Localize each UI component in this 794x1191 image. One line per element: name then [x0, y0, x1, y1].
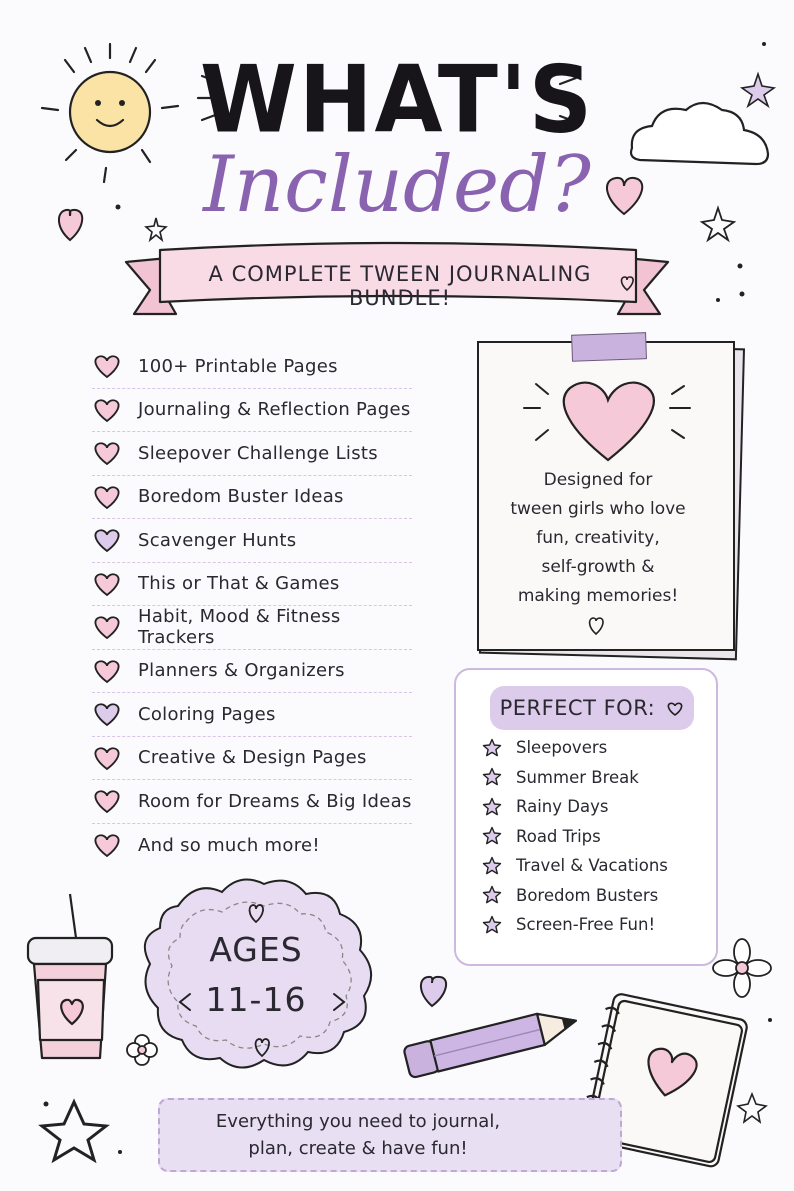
perfect-for-item [482, 910, 712, 940]
star-icon [482, 856, 502, 876]
list-item-label: Creative & Design Pages [138, 747, 367, 769]
star-icon [482, 885, 502, 905]
included-list [92, 345, 412, 867]
star-icon [482, 738, 502, 758]
perfect-for-item-label: Rainy Days [516, 797, 609, 817]
star-icon [42, 1102, 106, 1160]
list-item-label: Scavenger Hunts [138, 529, 297, 551]
list-item [92, 780, 412, 824]
heart-icon [92, 745, 122, 771]
perfect-for-item [482, 733, 712, 763]
note-text [498, 466, 698, 611]
heart-icon [92, 397, 122, 423]
perfect-for-item-label: Screen-Free Fun! [516, 915, 656, 935]
list-item [92, 563, 412, 607]
flower-icon [127, 1035, 157, 1065]
pencil-icon [403, 1005, 580, 1078]
list-item-label: Boredom Buster Ideas [138, 486, 344, 508]
list-item [92, 345, 412, 389]
list-item [92, 737, 412, 781]
perfect-for-list [482, 733, 712, 940]
perfect-for-item-label: Boredom Busters [516, 885, 659, 905]
perfect-for-item [482, 763, 712, 793]
ages-range: 11-16 [205, 980, 307, 1019]
perfect-for-item-label: Travel & Vacations [516, 856, 668, 876]
perfect-for-item-label: Sleepovers [516, 738, 608, 758]
heart-icon [666, 701, 684, 717]
perfect-for-item [482, 851, 712, 881]
star-icon [482, 797, 502, 817]
list-item [92, 693, 412, 737]
list-item-label: Habit, Mood & Fitness Trackers [138, 606, 341, 649]
list-item [92, 519, 412, 563]
note-line: Designed for [543, 470, 653, 490]
note-line: making memories! [517, 586, 679, 606]
list-item [92, 432, 412, 476]
perfect-for-item [482, 792, 712, 822]
list-item-label: Coloring Pages [138, 703, 276, 725]
note-line: self-growth & [541, 557, 655, 577]
list-item [92, 606, 412, 650]
heart-icon [92, 440, 122, 466]
heart-icon [92, 571, 122, 597]
list-item-label: Room for Dreams & Big Ideas [138, 790, 412, 812]
heart-icon [92, 832, 122, 858]
note-line: fun, creativity, [536, 528, 660, 548]
ages-label: AGES [209, 930, 303, 969]
page-subtitle: Included? [203, 140, 591, 230]
list-item-label: Planners & Organizers [138, 660, 345, 682]
heart-icon [92, 658, 122, 684]
list-item [92, 389, 412, 433]
banner-text: A COMPLETE TWEEN JOURNALING BUNDLE! [208, 262, 592, 310]
perfect-for-item-label: Summer Break [516, 767, 639, 787]
list-item [92, 650, 412, 694]
list-item-label: And so much more! [138, 834, 320, 856]
star-icon [482, 767, 502, 787]
heart-icon [92, 527, 122, 553]
perfect-for-item-label: Road Trips [516, 826, 601, 846]
heart-icon [92, 788, 122, 814]
star-icon [482, 915, 502, 935]
ages-badge [145, 880, 371, 1068]
perfect-for-item [482, 822, 712, 852]
footer-line: Everything you need to journal, [215, 1111, 501, 1132]
list-item-label: This or That & Games [138, 573, 340, 595]
footer-line: plan, create & have fun! [248, 1138, 468, 1159]
flower-icon [713, 939, 771, 997]
perfect-for-item [482, 881, 712, 911]
heart-icon [92, 484, 122, 510]
coffee-cup-icon [28, 894, 112, 1058]
perfect-for-title-text: PERFECT FOR: [499, 696, 656, 720]
star-icon [738, 1094, 766, 1122]
footer-text [178, 1108, 538, 1162]
heart-icon [92, 614, 122, 640]
heart-icon [421, 977, 446, 1006]
list-item-label: 100+ Printable Pages [138, 355, 338, 377]
list-item-label: Journaling & Reflection Pages [138, 399, 411, 421]
heart-icon [92, 353, 122, 379]
list-item [92, 476, 412, 520]
perfect-for-title [490, 686, 694, 730]
note-line: tween girls who love [510, 499, 686, 519]
page-title: WHAT'S [199, 45, 595, 154]
list-item [92, 824, 412, 868]
star-icon [482, 826, 502, 846]
list-item-label: Sleepover Challenge Lists [138, 442, 378, 464]
heart-icon [92, 701, 122, 727]
